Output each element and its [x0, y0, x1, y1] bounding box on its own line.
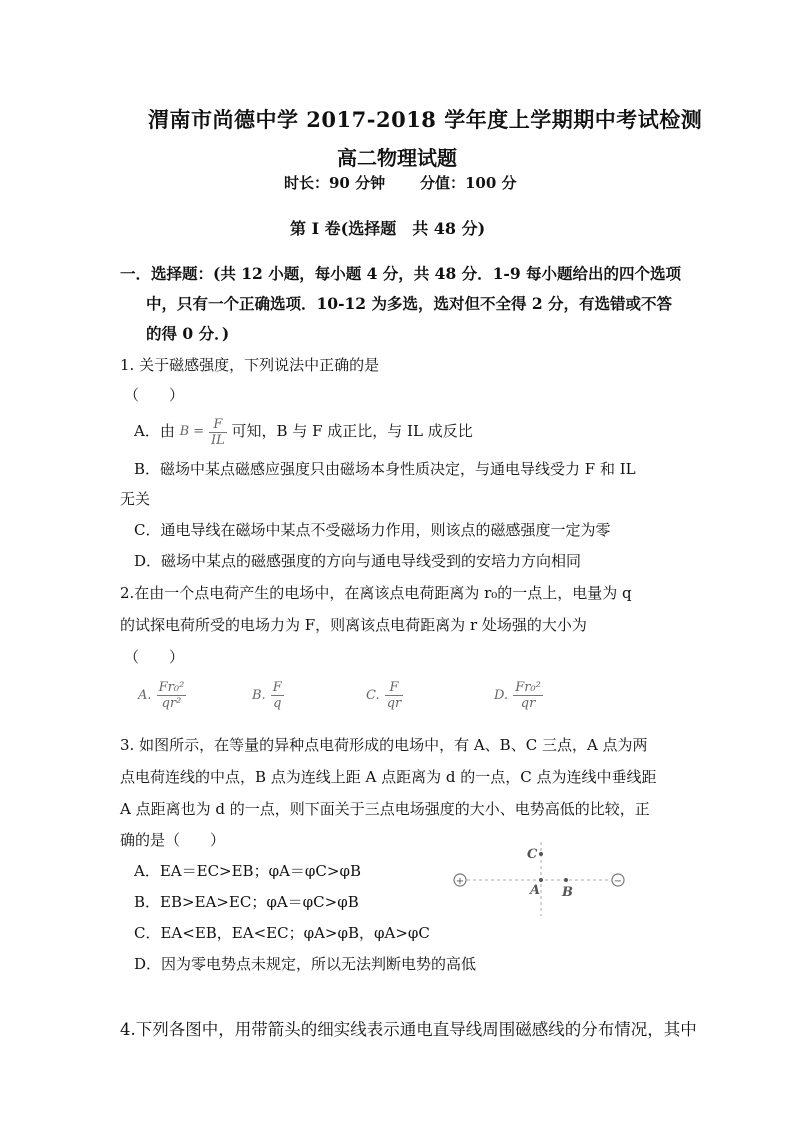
q3-point-a-dot	[539, 878, 543, 882]
q1-a-formula-den: IL	[210, 432, 225, 448]
q2-option-c	[366, 680, 403, 711]
section-line-3: 的得 0 分．)	[146, 324, 230, 343]
part-heading: 第 I 卷(选择题 共 48 分)	[290, 219, 486, 238]
q1-option-a	[134, 414, 473, 448]
q2-option-c-num: F	[385, 680, 404, 696]
section-line-1: 一．选择题：(共 12 小题，每小题 4 分，共 48 分．1-9 每小题给出的四个选项	[120, 264, 682, 283]
q3-charges-figure	[440, 836, 640, 924]
q1-option-c: C．通电导线在磁场中某点不受磁场力作用，则该点的磁感强度一定为零	[134, 521, 611, 539]
q1-a-formula-lhs: B =	[179, 424, 205, 439]
q3-label-b: B	[562, 885, 573, 900]
q3-label-a: A	[530, 883, 541, 898]
q1-stem: 1. 关于磁感强度，下列说法中正确的是	[120, 356, 380, 374]
q3-line-3: A 点距离也为 d 的一点，则下面关于三点电场强度的大小、电势高低的比较，正	[120, 800, 650, 818]
q3-option-a: A．EA＝EC>EB；φA＝φC>φB	[134, 862, 361, 880]
q2-option-b-label: B.	[252, 688, 266, 703]
q2-option-d	[494, 680, 543, 711]
q4-line-1: 4.下列各图中，用带箭头的细实线表示通电直导线周围磁感线的分布情况，其中	[120, 1020, 697, 1039]
q2-option-b-den: q	[273, 696, 282, 711]
q3-label-c: C	[527, 847, 538, 862]
exam-score: 分值：100 分	[420, 174, 517, 192]
exam-duration: 时长：90 分钟	[284, 174, 386, 192]
q2-option-a-formula	[157, 680, 187, 711]
q2-option-d-den: qr	[520, 696, 536, 711]
exam-title: 渭南市尚德中学 2017-2018 学年度上学期期中考试检测	[148, 107, 703, 132]
q3-point-c-dot	[539, 852, 543, 856]
q1-a-formula	[209, 417, 227, 448]
q3-line-4: 确的是（ ）	[120, 831, 226, 849]
q2-option-d-num: Fr₀²	[515, 680, 541, 695]
section-line-2: 中，只有一个正确选项．10-12 为多选，选对但不全得 2 分，有选错或不答	[146, 294, 673, 313]
q2-option-c-den: qr	[386, 696, 402, 711]
q1-option-b-line2: 无关	[120, 490, 151, 508]
q3-line-1: 3. 如图所示，在等量的异种点电荷形成的电场中，有 A、B、C 三点，A 点为两	[120, 736, 648, 754]
q2-line-2: 的试探电荷所受的电场力为 F，则离该点电荷距离为 r 处场强的大小为	[120, 616, 587, 634]
q1-paren: （ ）	[124, 386, 185, 404]
q1-a-suffix: 可知，B 与 F 成正比，与 IL 成反比	[231, 422, 473, 440]
q1-a-prefix: A．由	[134, 422, 175, 440]
q3-option-b: B．EB>EA>EC；φA＝φC>φB	[134, 893, 359, 911]
q3-option-c: C．EA<EB，EA<EC；φA>φB，φA>φC	[134, 924, 430, 942]
exam-subtitle: 高二物理试题	[337, 146, 457, 170]
q2-option-a-den: qr²	[161, 696, 182, 711]
q1-option-b-line1: B．磁场中某点磁感应强度只由磁场本身性质决定，与通电导线受力 F 和 IL	[134, 460, 636, 478]
q1-option-d: D．磁场中某点的磁感强度的方向与通电导线受到的安培力方向相同	[134, 552, 582, 570]
q2-option-a-num: Fr₀²	[158, 680, 185, 695]
q2-option-c-formula	[385, 680, 404, 711]
q2-line-1: 2.在由一个点电荷产生的电场中，在离该点电荷距离为 r₀的一点上，电量为 q	[120, 584, 632, 602]
q1-a-formula-num: F	[209, 417, 227, 433]
q2-option-d-label: D.	[494, 688, 509, 703]
q3-minus-sign: −	[613, 876, 623, 887]
q2-option-b	[252, 680, 284, 711]
q3-line-2: 点电荷连线的中点，B 点为连线上距 A 点距离为 d 的一点，C 点为连线中垂线距	[120, 768, 657, 786]
q3-point-b-dot	[564, 878, 568, 882]
q2-option-d-formula	[513, 680, 543, 711]
q2-paren: （ ）	[124, 648, 185, 666]
q2-option-b-num: F	[272, 680, 282, 695]
q2-option-a-label: A.	[138, 688, 152, 703]
q2-option-c-label: C.	[366, 688, 380, 703]
q2-option-a	[138, 680, 186, 711]
q2-option-b-formula	[271, 680, 284, 711]
q3-option-d: D．因为零电势点未规定，所以无法判断电势的高低	[134, 955, 477, 973]
q3-plus-sign: +	[455, 876, 465, 887]
